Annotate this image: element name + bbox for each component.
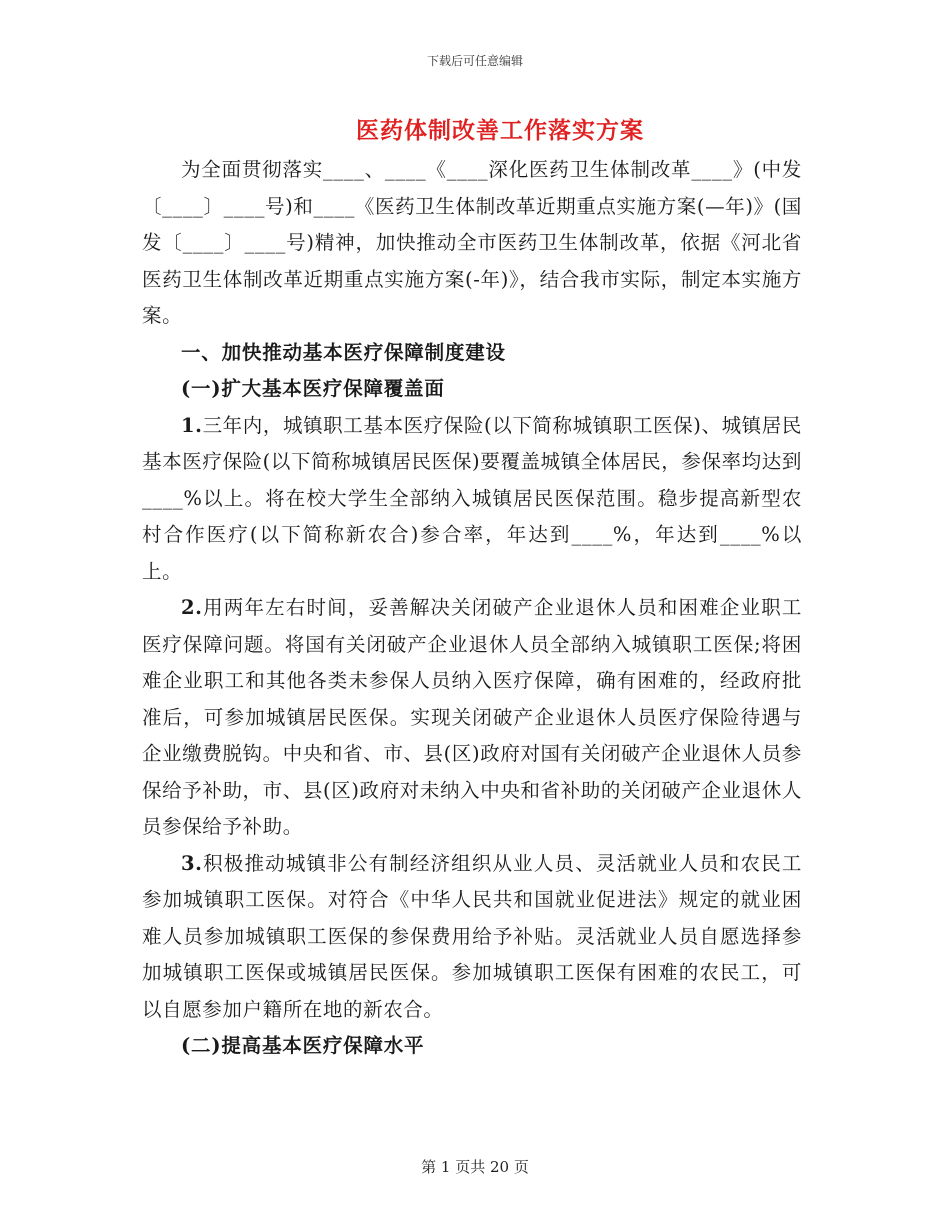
document-body bbox=[142, 152, 802, 1065]
item-number: 3. bbox=[181, 851, 203, 875]
list-item-1 bbox=[142, 408, 802, 591]
list-item-2 bbox=[142, 590, 802, 846]
header-note: 下载后可任意编辑 bbox=[426, 54, 523, 68]
item-number: 1. bbox=[181, 413, 203, 437]
item-text: 积极推动城镇非公有制经济组织从业人员、灵活就业人员和农民工参加城镇职工医保。对符合《中华人民共和国就业促进法》规定的就业困难人员参加城镇职工医保的参保费用给予补贴。灵活就业人员自愿选择参加城镇职工医保或城镇居民医保。参加城镇职工医保有困难的农民工，可以自愿参加户籍所在地的新农合。 bbox=[142, 851, 802, 1021]
list-item-3 bbox=[142, 846, 802, 1029]
subsection-heading-1: (一)扩大基本医疗保障覆盖面 bbox=[181, 377, 445, 400]
document-title: 医药体制改善工作落实方案 bbox=[356, 117, 644, 144]
item-text: 用两年左右时间，妥善解决关闭破产企业退休人员和困难企业职工医疗保障问题。将国有关闭破产企业退休人员全部纳入城镇职工医保;将困难企业职工和其他各类未参保人员纳入医疗保障，确有困难的，经政府批准后，可参加城镇居民医保。实现关闭破产企业退休人员医疗保险待遇与企业缴费脱钩。中央和省、市、县(区)政府对国有关闭破产企业退休人员参保给予补助，市、县(区)政府对未纳入中央和省补助的关闭破产企业退休人员参保给予补助。 bbox=[142, 596, 802, 838]
subsection-heading-2: (二)提高基本医疗保障水平 bbox=[181, 1034, 425, 1057]
intro-paragraph: 为全面贯彻落实____、____《____深化医药卫生体制改革____》(中发〔____〕____号)和____《医药卫生体制改革近期重点实施方案(—年)》(国发〔____〕____号)精神，加快推动全市医药卫生体制改革，依据《河北省医药卫生体制改革近期重点实施方案(-年)》，结合我市实际，制定本实施方案。 bbox=[142, 158, 802, 327]
section-heading-1: 一、加快推动基本医疗保障制度建设 bbox=[181, 340, 506, 364]
page-footer: 第 1 页共 20 页 bbox=[421, 1158, 529, 1176]
item-text: 三年内，城镇职工基本医疗保险(以下简称城镇职工医保)、城镇居民基本医疗保险(以下简称城镇居民医保)要覆盖城镇全体居民，参保率均达到____%以上。将在校大学生全部纳入城镇居民医保范围。稳步提高新型农村合作医疗(以下简称新农合)参合率，年达到____%，年达到____%以上。 bbox=[142, 413, 802, 583]
item-number: 2. bbox=[181, 596, 203, 619]
